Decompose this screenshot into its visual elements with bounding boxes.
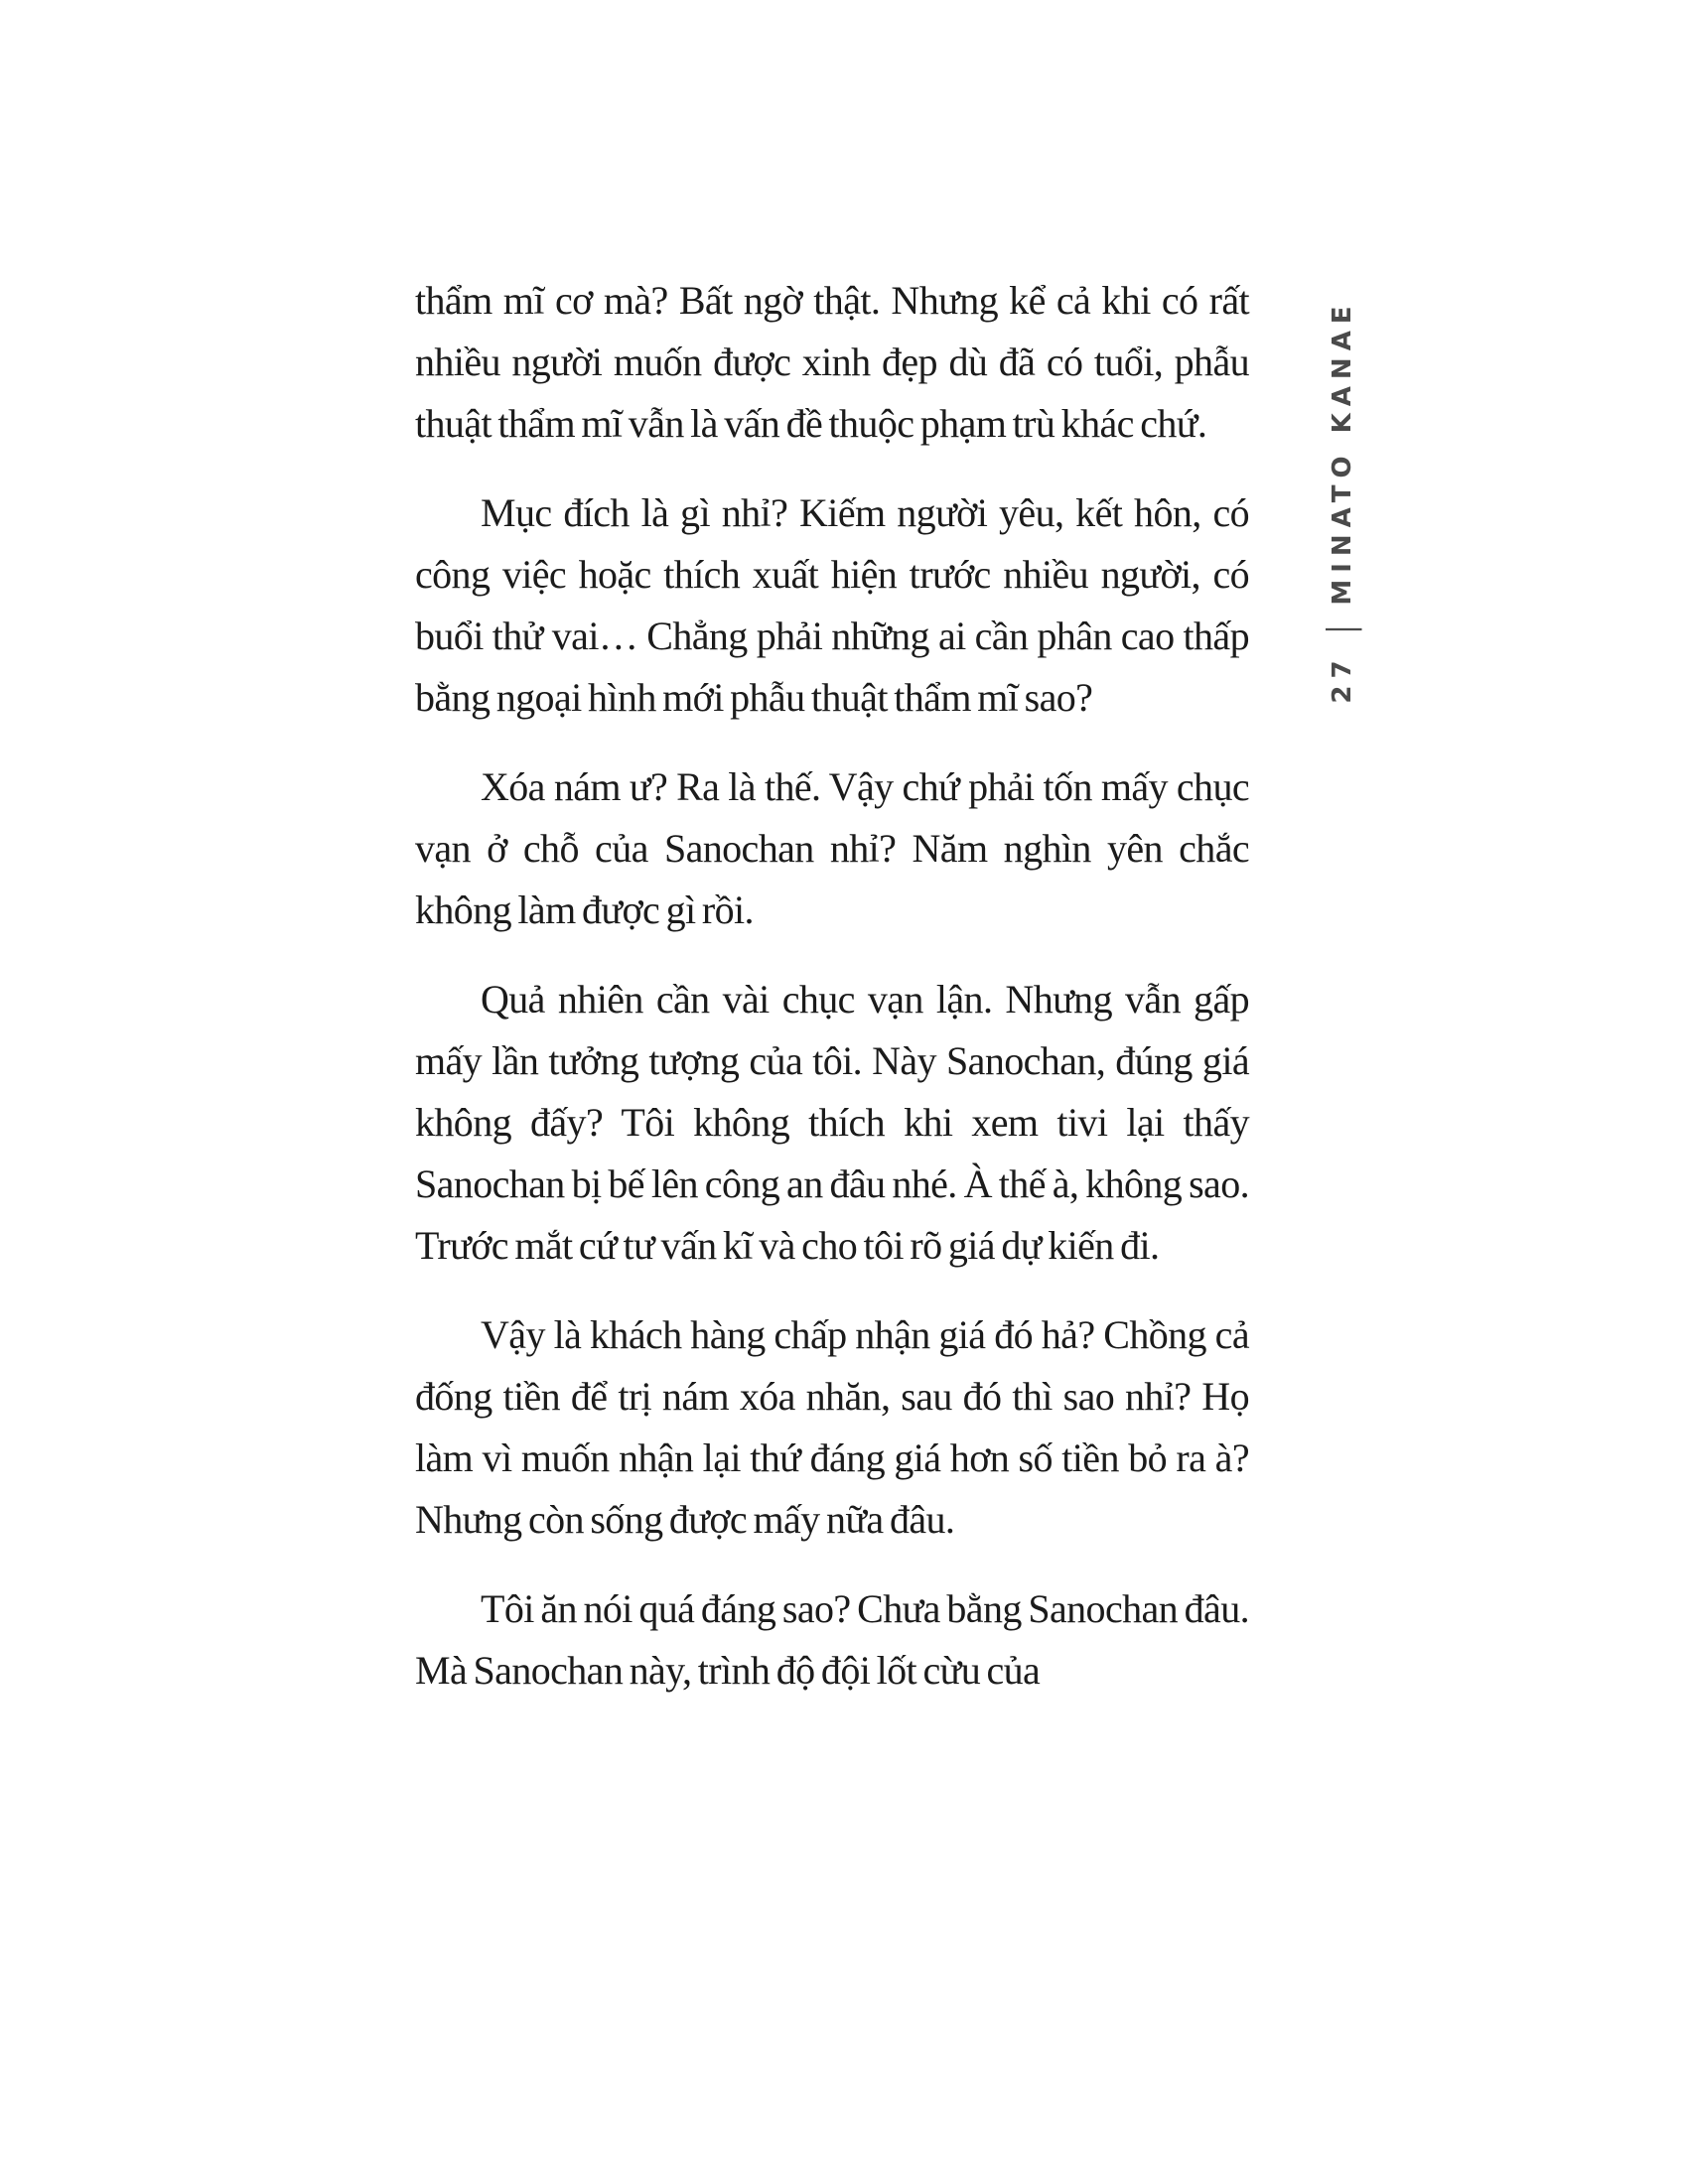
author-name: MINATO KANAE bbox=[1328, 299, 1357, 606]
paragraph-1: thẩm mĩ cơ mà? Bất ngờ thật. Nhưng kể cả khi có rất nhiều người muốn được xinh đẹp dù đã có tuổi, phẫu thuật thẩm mĩ vẫn là vấn đề thuộc phạm trù khác chứ. bbox=[415, 278, 1249, 446]
paragraph-6: Tôi ăn nói quá đáng sao? Chưa bằng Sanochan đâu. Mà Sanochan này, trình độ đội lốt cừu của bbox=[415, 1586, 1249, 1693]
body-text bbox=[415, 270, 1249, 1729]
paragraph-2: Mục đích là gì nhỉ? Kiếm người yêu, kết hôn, có công việc hoặc thích xuất hiện trước nhiều người, có buổi thử vai… Chẳng phải những ai cần phân cao thấp bằng ngoại hình mới phẫu thuật thẩm mĩ sao? bbox=[415, 490, 1249, 720]
page-number: 27 bbox=[1328, 653, 1357, 704]
separator-bar: | bbox=[1322, 624, 1363, 634]
paragraph-3: Xóa nám ư? Ra là thế. Vậy chứ phải tốn mấy chục vạn ở chỗ của Sanochan nhỉ? Năm nghìn yên chắc không làm được gì rồi. bbox=[415, 764, 1249, 932]
paragraph-4: Quả nhiên cần vài chục vạn lận. Nhưng vẫn gấp mấy lần tưởng tượng của tôi. Này Sanochan, đúng giá không đấy? Tôi không thích khi xem tivi lại thấy Sanochan bị bế lên công an đâu nhé. À thế à, không sao. Trước mắt cứ tư vấn kĩ và cho tôi rõ giá dự kiến đi. bbox=[415, 977, 1249, 1268]
paragraph-5: Vậy là khách hàng chấp nhận giá đó hả? Chồng cả đống tiền để trị nám xóa nhăn, sau đó thì sao nhỉ? Họ làm vì muốn nhận lại thứ đáng giá hơn số tiền bỏ ra à? Nhưng còn sống được mấy nữa đâu. bbox=[415, 1312, 1249, 1542]
page-sidebar bbox=[1323, 293, 1362, 710]
